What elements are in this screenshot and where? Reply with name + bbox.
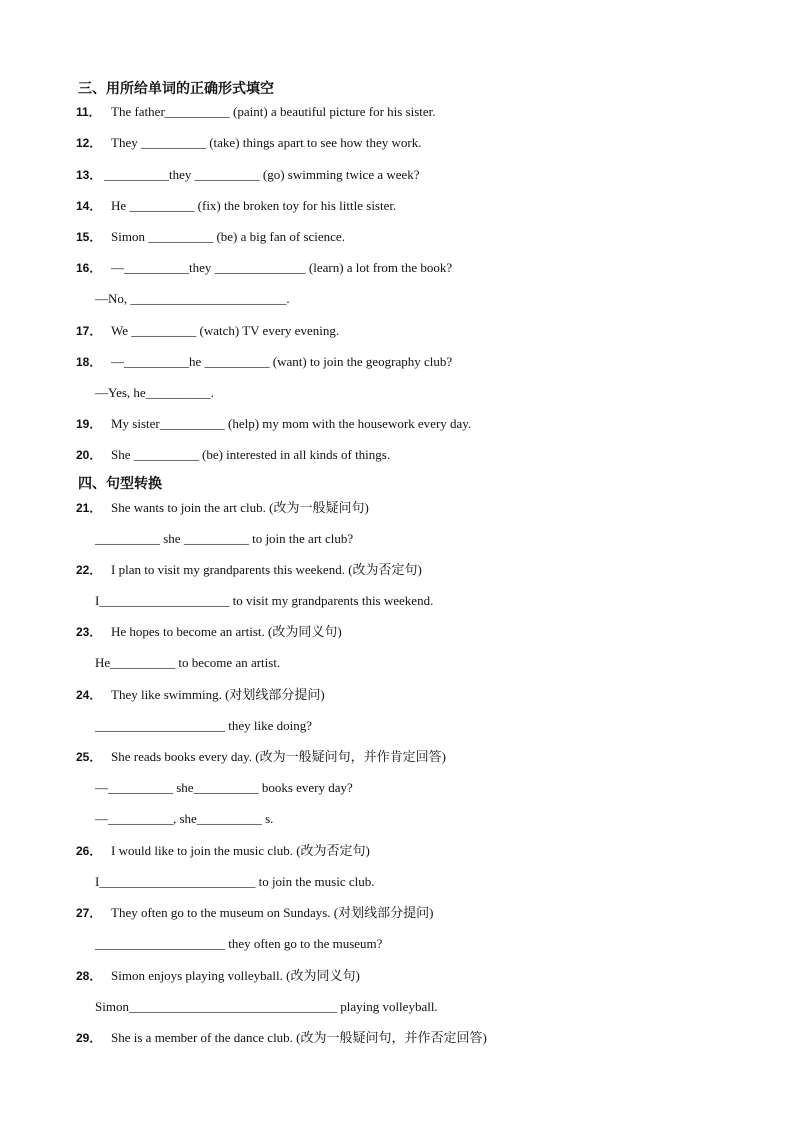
question-text: __________they __________ (go) swimming twice a week? <box>104 167 420 182</box>
question-number: 11． <box>76 105 101 119</box>
question-number: 23． <box>76 625 102 639</box>
question-text: Simon enjoys playing volleyball. (改为同义句) <box>111 968 360 983</box>
question-number: 28． <box>76 969 102 983</box>
question-text: They __________ (take) things apart to see how they work. <box>111 135 422 150</box>
answer-text: I________________________ to join the music club. <box>95 874 375 889</box>
question-text: We __________ (watch) TV every evening. <box>111 323 340 338</box>
answer-text: He__________ to become an artist. <box>95 655 281 670</box>
question-number: 26． <box>76 844 102 858</box>
question-number: 25． <box>76 750 102 764</box>
answer-text: I____________________ to visit my grandparents this weekend. <box>95 593 434 608</box>
section-heading-transform: 四、句型转换 <box>78 476 162 492</box>
question-number: 17． <box>76 324 102 338</box>
question-text: He hopes to become an artist. (改为同义句) <box>111 624 342 639</box>
question-number: 20． <box>76 448 102 462</box>
section-heading-fill-in: 三、用所给单词的正确形式填空 <box>78 81 274 97</box>
answer-text: —Yes, he__________. <box>95 385 214 400</box>
question-text: They often go to the museum on Sundays. (对划线部分提问) <box>111 905 434 920</box>
question-number: 14． <box>76 199 102 213</box>
question-text: I plan to visit my grandparents this weekend. (改为否定句) <box>111 562 422 577</box>
question-text: He __________ (fix) the broken toy for his little sister. <box>111 198 397 213</box>
question-text: She wants to join the art club. (改为一般疑问句) <box>111 500 369 515</box>
answer-text: ____________________ they often go to the museum? <box>95 936 383 951</box>
question-text: Simon __________ (be) a big fan of science. <box>111 229 345 244</box>
question-number: 24． <box>76 688 102 702</box>
question-number: 27． <box>76 906 102 920</box>
answer-text: —__________, she__________ s. <box>95 811 274 826</box>
question-number: 18． <box>76 355 102 369</box>
question-text: They like swimming. (对划线部分提问) <box>111 687 325 702</box>
answer-text: Simon________________________________ playing volleyball. <box>95 999 438 1014</box>
answer-text: ____________________ they like doing? <box>95 718 313 733</box>
question-number: 13． <box>76 168 102 182</box>
question-number: 12． <box>76 136 102 150</box>
question-text: My sister__________ (help) my mom with the housework every day. <box>111 416 472 431</box>
question-number: 19． <box>76 417 102 431</box>
question-number: 21． <box>76 501 102 515</box>
question-text: The father__________ (paint) a beautiful picture for his sister. <box>111 104 436 119</box>
question-number: 15． <box>76 230 102 244</box>
question-number: 22． <box>76 563 102 577</box>
question-text: She reads books every day. (改为一般疑问句，并作肯定回答) <box>111 749 446 764</box>
answer-text: —__________ she__________ books every day? <box>95 780 353 795</box>
question-number: 29． <box>76 1031 102 1045</box>
question-text: I would like to join the music club. (改为否定句) <box>111 843 370 858</box>
question-text: —__________they ______________ (learn) a lot from the book? <box>111 260 453 275</box>
question-text: She is a member of the dance club. (改为一般疑问句，并作否定回答) <box>111 1030 487 1045</box>
question-text: —__________he __________ (want) to join the geography club? <box>111 354 453 369</box>
question-text: She __________ (be) interested in all kinds of things. <box>111 447 391 462</box>
answer-text: __________ she __________ to join the art club? <box>95 531 354 546</box>
question-number: 16． <box>76 261 102 275</box>
answer-text: —No, ________________________. <box>95 291 290 306</box>
